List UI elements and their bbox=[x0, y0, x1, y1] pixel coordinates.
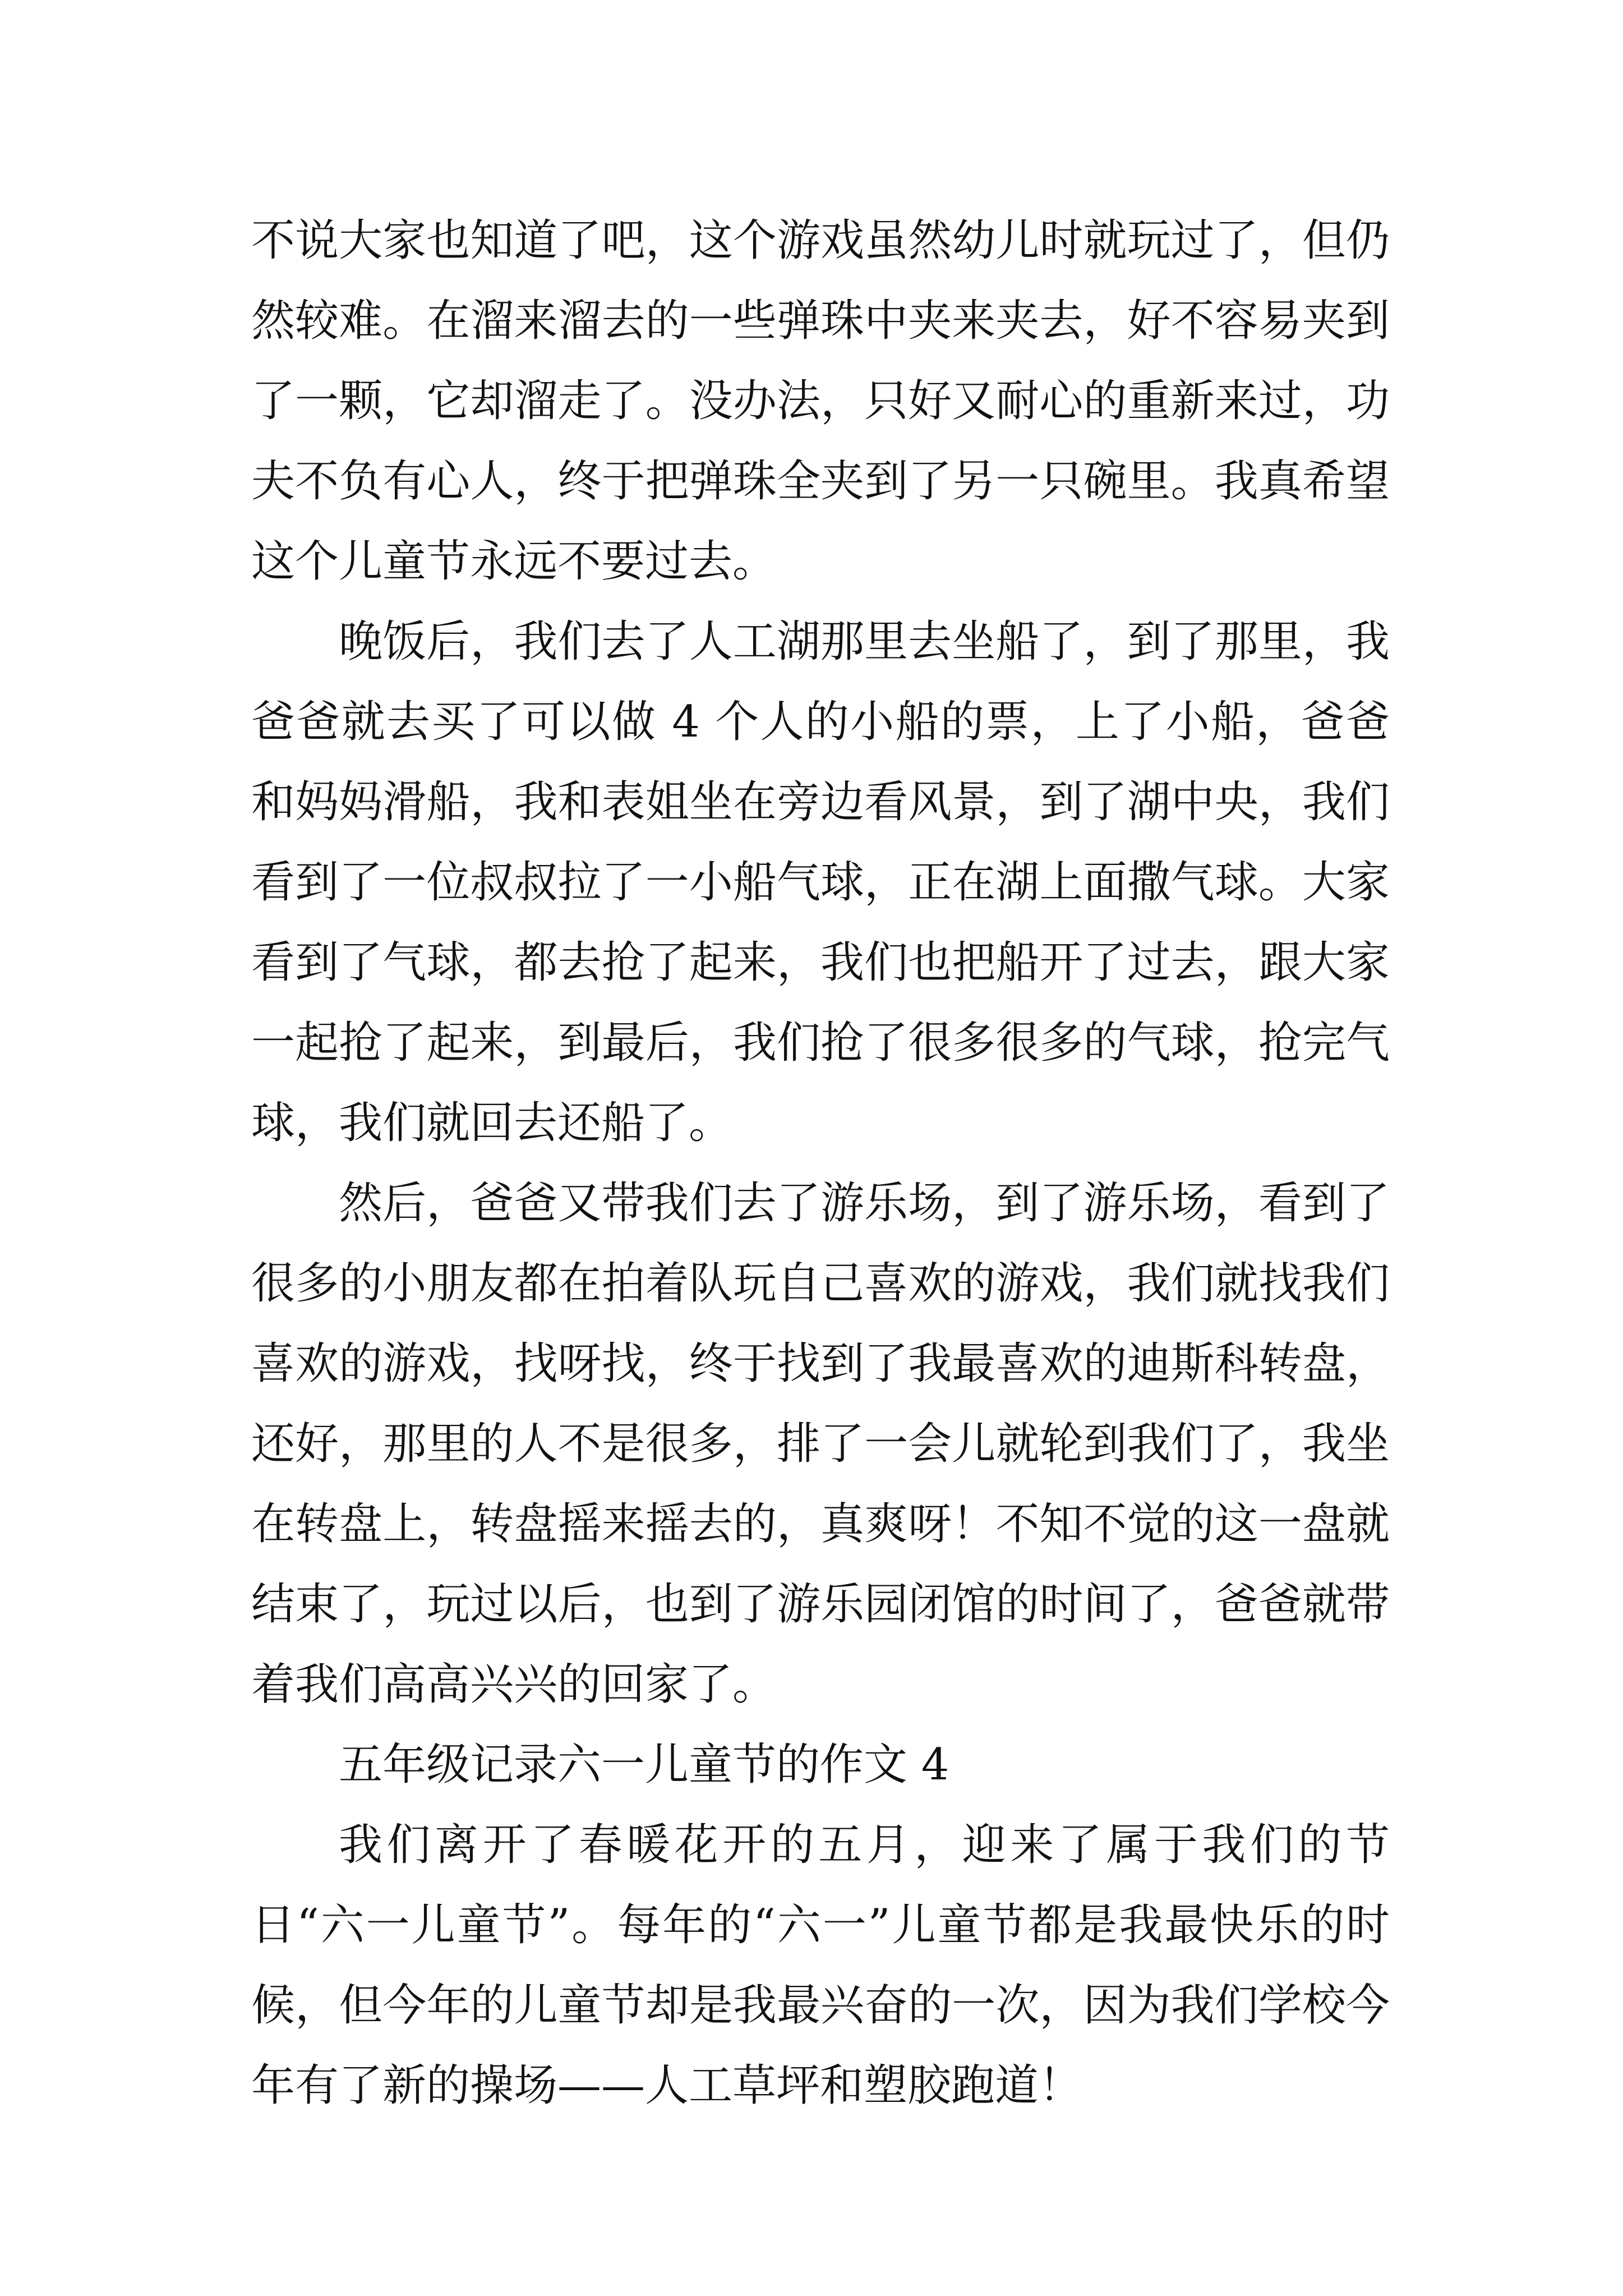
paragraph-3: 然后，爸爸又带我们去了游乐场，到了游乐场，看到了很多的小朋友都在拍着队玩自己喜欢的游戏，我们就找我们喜欢的游戏，找呀找，终于找到了我最喜欢的迪斯科转盘，还好，那里的人不是很多，排了一会儿就轮到我们了，我坐在转盘上，转盘摇来摇去的，真爽呀！不知不觉的这一盘就结束了，玩过以后，也到了游乐园闭馆的时间了，爸爸就带着我们高高兴兴的回家了。 bbox=[251, 1178, 1390, 1710]
section-heading: 五年级记录六一儿童节的作文 4 bbox=[339, 1740, 949, 1790]
paragraph-1: 不说大家也知道了吧，这个游戏虽然幼儿时就玩过了，但仍然较难。在溜来溜去的一些弹珠中夹来夹去，好不容易夹到了一颗，它却溜走了。没办法，只好又耐心的重新来过，功夫不负有心人，终于把弹珠全夹到了另一只碗里。我真希望这个儿童节永远不要过去。 bbox=[251, 215, 1390, 587]
document-body bbox=[251, 201, 1390, 2126]
paragraph-4: 我们离开了春暖花开的五月，迎来了属于我们的节日“六一儿童节”。每年的“六一”儿童节都是我最快乐的时候，但今年的儿童节却是我最兴奋的一次，因为我们学校今年有了新的操场——人工草坪和塑胶跑道！ bbox=[251, 1820, 1390, 2111]
paragraph-2: 晚饭后，我们去了人工湖那里去坐船了，到了那里，我爸爸就去买了可以做 4 个人的小船的票，上了小船，爸爸和妈妈滑船，我和表姐坐在旁边看风景，到了湖中央，我们看到了一位叔叔拉了一小船气球，正在湖上面撒气球。大家看到了气球，都去抢了起来，我们也把船开了过去，跟大家一起抢了起来，到最后，我们抢了很多很多的气球，抢完气球，我们就回去还船了。 bbox=[251, 616, 1390, 1148]
